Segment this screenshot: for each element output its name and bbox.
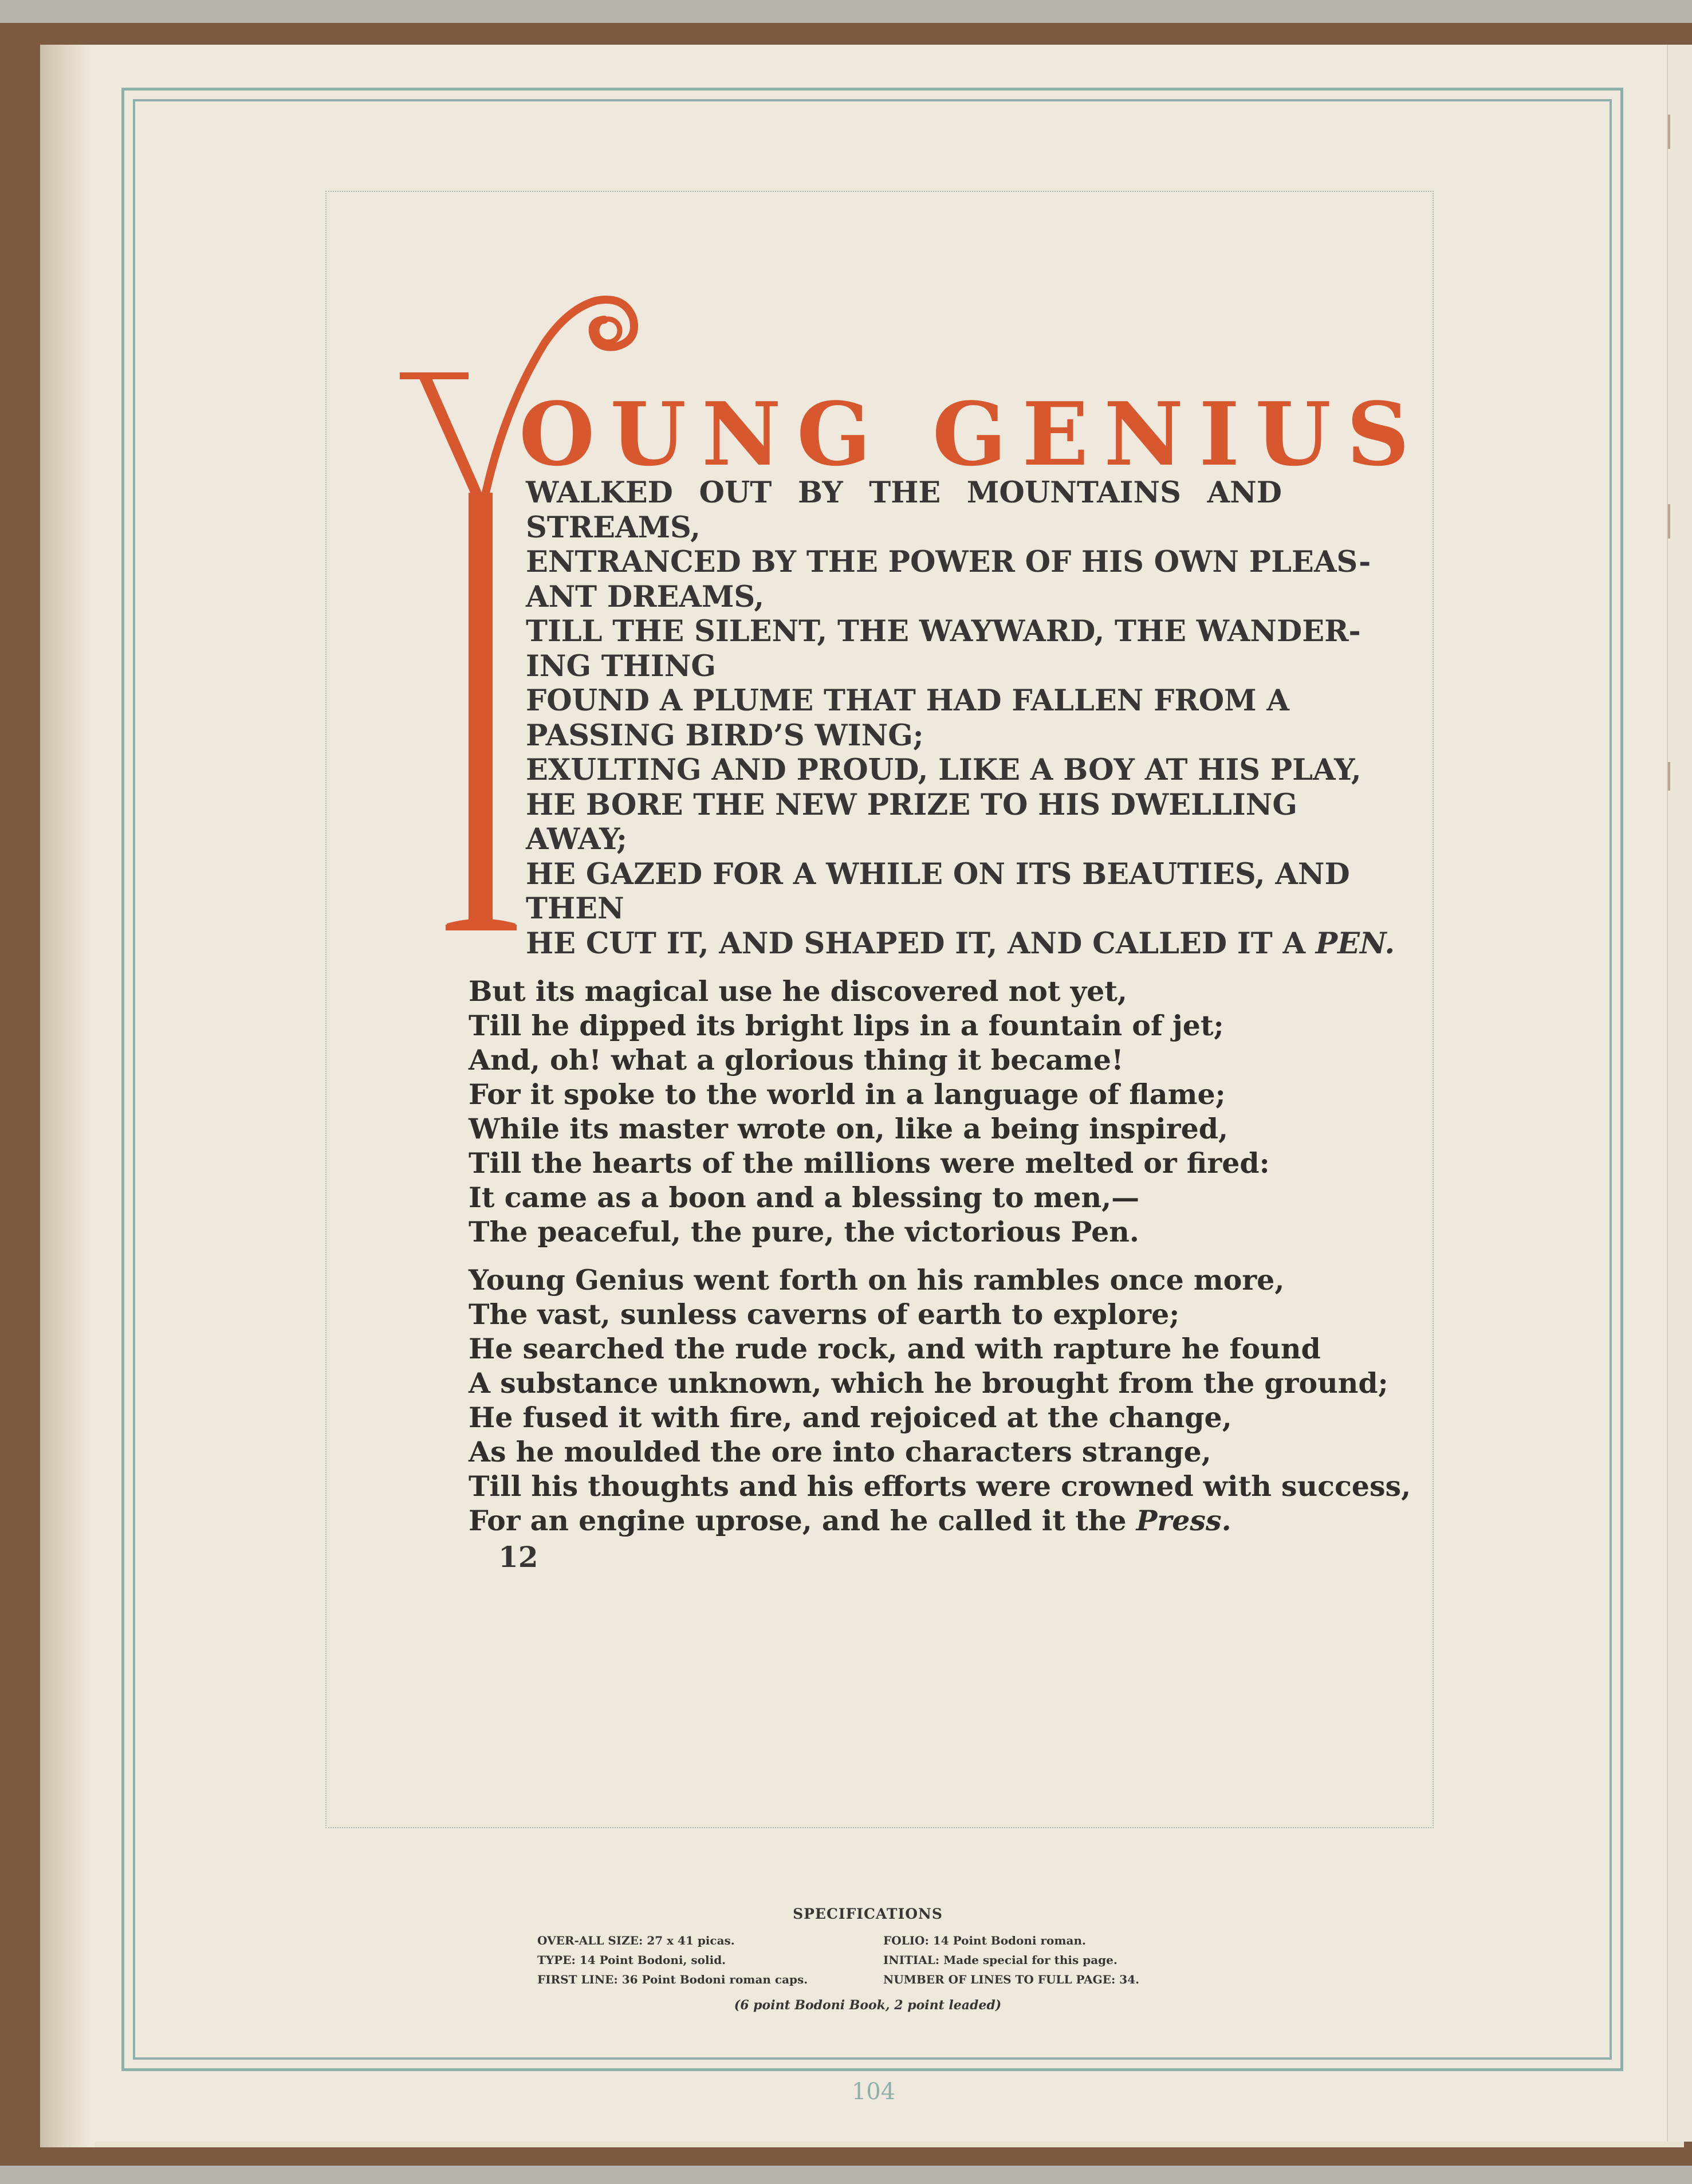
- verse-line: The vast, sunless caverns of earth to explore;: [469, 1298, 1180, 1331]
- spec-line: TYPE: 14 Point Bodoni, solid.: [537, 1953, 726, 1967]
- specifications-left: [537, 1931, 808, 1989]
- caps-line: HE BORE THE NEW PRIZE TO HIS DWELLING: [526, 787, 1297, 822]
- gutter-shadow: [40, 45, 95, 2147]
- verse-line: He searched the rude rock, and with rapture he found: [469, 1332, 1321, 1365]
- caps-line: ENTRANCED BY THE POWER OF HIS OWN PLEAS-: [526, 545, 1371, 579]
- caps-line: EXULTING AND PROUD, LIKE A BOY AT HIS PLAY,: [526, 753, 1362, 787]
- spec-line: FIRST LINE: 36 Point Bodoni roman caps.: [537, 1973, 808, 1986]
- verse-line: A substance unknown, which he brought from the ground;: [469, 1366, 1388, 1400]
- stanza-one: [469, 974, 1282, 1249]
- facing-page-mark: [1668, 504, 1670, 539]
- verse-line: Young Genius went forth on his rambles once more,: [469, 1263, 1285, 1297]
- facing-page-mark: [1668, 762, 1670, 791]
- specifications-note: (6 point Bodoni Book, 2 point leaded): [734, 1998, 1002, 2013]
- caps-line: ANT DREAMS,: [526, 579, 765, 614]
- caps-line: THEN: [526, 891, 624, 926]
- verse-line: While its master wrote on, like a being inspired,: [469, 1112, 1229, 1145]
- page-number: 104: [851, 2079, 896, 2105]
- verse-line: Till he dipped its bright lips in a fountain of jet;: [469, 1009, 1224, 1042]
- verse-line-last: [469, 1503, 1282, 1538]
- caps-line: WALKED OUT BY THE MOUNTAINS AND: [526, 476, 1282, 510]
- caps-line: ING THING: [526, 649, 716, 684]
- verse-line: For it spoke to the world in a language of flame;: [469, 1078, 1226, 1111]
- caps-last-text: HE CUT IT, AND SHAPED IT, AND CALLED IT A: [526, 926, 1316, 961]
- spec-line: OVER-ALL SIZE: 27 x 41 picas.: [537, 1934, 735, 1947]
- poem-title: OUNG GENIUS: [519, 383, 1425, 485]
- specifications-title: SPECIFICATIONS: [793, 1906, 943, 1922]
- facing-page-mark: [1668, 115, 1670, 149]
- spec-line: NUMBER OF LINES TO FULL PAGE: 34.: [883, 1973, 1140, 1986]
- caps-line: AWAY;: [526, 822, 628, 857]
- verse-line: As he moulded the ore into characters strange,: [469, 1435, 1211, 1468]
- verse-line: It came as a boon and a blessing to men,—: [469, 1181, 1140, 1214]
- verse-line: Till the hearts of the millions were melted or fired:: [469, 1146, 1270, 1180]
- verse-last-italic: Press.: [1136, 1504, 1231, 1537]
- verse-line: The peaceful, the pure, the victorious Pen.: [469, 1215, 1139, 1248]
- specifications-right: [883, 1931, 1139, 1989]
- verse-last-text: For an engine uprose, and he called it the: [469, 1504, 1136, 1537]
- verse-line: But its magical use he discovered not yet,: [469, 975, 1127, 1008]
- facing-page-edge: [1667, 45, 1692, 2142]
- caps-line: STREAMS,: [526, 510, 701, 545]
- caps-last-italic: PEN.: [1315, 926, 1395, 961]
- spec-line: FOLIO: 14 Point Bodoni roman.: [883, 1934, 1086, 1947]
- verse-line: And, oh! what a glorious thing it became!: [469, 1043, 1124, 1077]
- verse-line: Till his thoughts and his efforts were crowned with success,: [469, 1470, 1411, 1503]
- specimen-folio: 12: [498, 1540, 538, 1574]
- caps-line: HE GAZED FOR A WHILE ON ITS BEAUTIES, AND: [526, 857, 1350, 891]
- verse-line: He fused it with fire, and rejoiced at the change,: [469, 1401, 1232, 1434]
- stanza-two: [469, 1263, 1411, 1538]
- spec-line: INITIAL: Made special for this page.: [883, 1953, 1117, 1967]
- caps-line: PASSING BIRD’S WING;: [526, 718, 924, 753]
- caps-line: FOUND A PLUME THAT HAD FALLEN FROM A: [526, 684, 1289, 718]
- caps-line: TILL THE SILENT, THE WAYWARD, THE WANDER-: [526, 614, 1361, 649]
- caps-line-last: [526, 926, 1395, 961]
- opening-stanza-caps: [526, 476, 1395, 961]
